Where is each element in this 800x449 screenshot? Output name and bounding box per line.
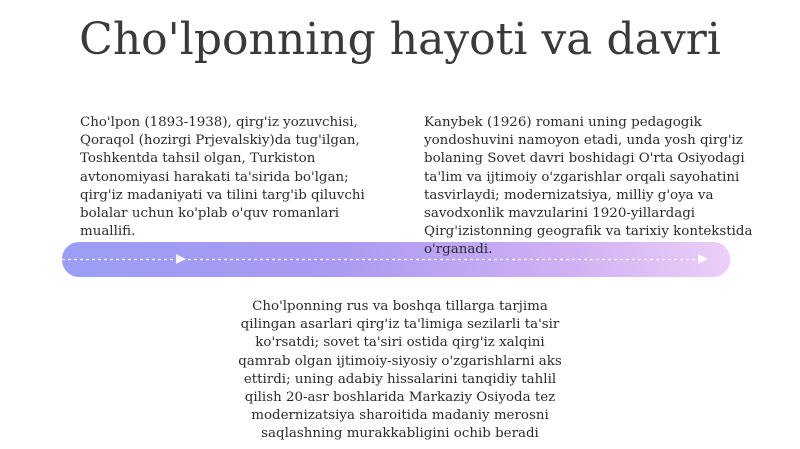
arrow-right-icon — [176, 254, 186, 264]
page-title: Cho'lponning hayoti va davri — [79, 14, 721, 65]
text-block-left: Cho'lpon (1893-1938), qirg'iz yozuvchisi, Qoraqol (hozirgi Prjevalskiy)da tug'ilgan, Toshkentda tahsil olgan, Turkiston avtonomiyasi harakati ta'sirida bo'lgan; qirg'iz madaniyati va tilini targ'ib qiluvchi bolalar uchun ko'plab o'quv romanlari muallifi. — [80, 115, 365, 240]
text-block-right: Kanybek (1926) romani uning pedagogik yondoshuvini namoyon etadi, unda yosh qirg'iz bolaning Sovet davri boshidagi O'rta Osiyodagi ta'lim va ijtimoiy o'zgarishlar orqali sayohatini tasvirlaydi; modernizatsiya, milliy g'oya va savodxonlik mavzularini 1920-yillardagi Qirg'izistonning geografik va tarixiy kontekstida o'rganadi. — [424, 115, 753, 258]
text-block-bottom: Cho'lponning rus va boshqa tillarga tarjima qilingan asarlari qirg'iz ta'limiga sezilarli ta'sir ko'rsatdi; sovet ta'siri ostida qirg'iz xalqini qamrab olgan ijtimoiy-siyosiy o'zgarishlarni aks ettirdi; uning adabiy hissalarini tanqidiy tahlil qilish 20-asr boshlarida Markaziy Osiyoda tez modernizatsiya sharoitida madaniy merosni saqlashning murakkabligini ochib beradi — [238, 299, 562, 442]
